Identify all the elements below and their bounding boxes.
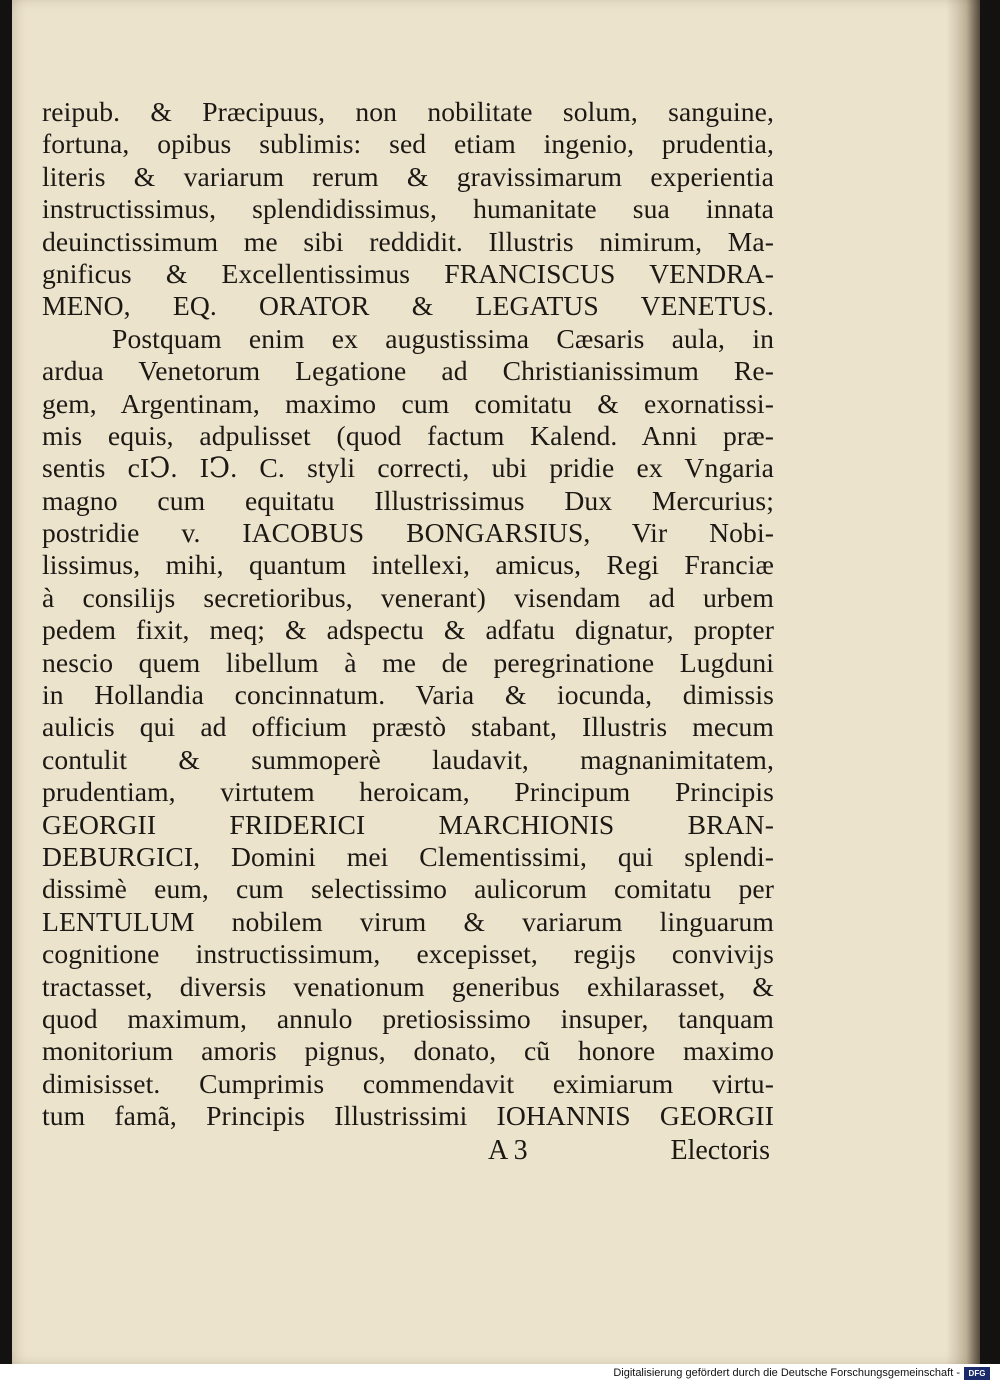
- text-line: sentis cIↃ. IↃ. C. styli correcti, ubi pridie ex Vngaria: [42, 452, 774, 484]
- body-text: [42, 96, 774, 1133]
- text-line: instructissimus, splendidissimus, humanitate sua innata: [42, 193, 774, 225]
- text-line: gnificus & Excellentissimus FRANCISCUS VENDRA-: [42, 257, 774, 289]
- text-line: lissimus, mihi, quantum intellexi, amicus, Regi Franciæ: [42, 549, 774, 581]
- digitization-credit-bar: [0, 1364, 1000, 1384]
- text-line: literis & variarum rerum & gravissimarum experientia: [42, 160, 774, 192]
- page-footer-line: [12, 1135, 980, 1169]
- text-line: mis equis, adpulisset (quod factum Kalend. Anni præ-: [42, 419, 774, 451]
- catchword: Electoris: [670, 1135, 770, 1166]
- text-line: monitorium amoris pignus, donato, cũ honore maximo: [42, 1035, 774, 1067]
- text-line: magno cum equitatu Illustrissimus Dux Mercurius;: [42, 484, 774, 516]
- text-line: aulicis qui ad officium præstò stabant, Illustris mecum: [42, 711, 774, 743]
- text-line: dissimè eum, cum selectissimo aulicorum comitatu per: [42, 873, 774, 905]
- text-line: cognitione instructissimum, excepisset, regijs convivijs: [42, 938, 774, 970]
- text-line: reipub. & Præcipuus, non nobilitate solum, sanguine,: [42, 96, 774, 127]
- text-line: deuinctissimum me sibi reddidit. Illustris nimirum, Ma-: [42, 225, 774, 257]
- text-line: contulit & summoperè laudavit, magnanimitatem,: [42, 743, 774, 775]
- text-line: postridie v. IACOBUS BONGARSIUS, Vir Nobi-: [42, 517, 774, 549]
- text-line: GEORGII FRIDERICI MARCHIONIS BRAN-: [42, 808, 774, 840]
- text-line: tum famã, Principis Illustrissimi IOHANNIS GEORGII: [42, 1100, 774, 1132]
- book-page: [12, 0, 980, 1364]
- text-line: LENTULUM nobilem virum & variarum linguarum: [42, 905, 774, 937]
- text-line: ardua Venetorum Legatione ad Christianissimum Re-: [42, 355, 774, 387]
- text-line: quod maximum, annulo pretiosissimo insuper, tanquam: [42, 1002, 774, 1034]
- text-line: gem, Argentinam, maximo cum comitatu & exornatissi-: [42, 387, 774, 419]
- text-line: nescio quem libellum à me de peregrinatione Lugduni: [42, 646, 774, 678]
- text-line: MENO, EQ. ORATOR & LEGATUS VENETUS.: [42, 290, 774, 322]
- signature-mark: A 3: [488, 1135, 528, 1166]
- text-line: in Hollandia concinnatum. Varia & iocunda, dimissis: [42, 679, 774, 711]
- dfg-logo-icon: DFG: [964, 1367, 990, 1380]
- text-line: dimisisset. Cumprimis commendavit eximiarum virtu-: [42, 1067, 774, 1099]
- text-line: fortuna, opibus sublimis: sed etiam ingenio, prudentia,: [42, 128, 774, 160]
- text-line: prudentiam, virtutem heroicam, Principum Principis: [42, 776, 774, 808]
- text-line: DEBURGICI, Domini mei Clementissimi, qui splendi-: [42, 840, 774, 872]
- text-line: Postquam enim ex augustissima Cæsaris aula, in: [112, 322, 774, 354]
- text-line: tractasset, diversis venationum generibus exhilarasset, &: [42, 970, 774, 1002]
- text-line: pedem fixit, meq; & adspectu & adfatu dignatur, propter: [42, 614, 774, 646]
- digitization-credit: Digitalisierung gefördert durch die Deutsche Forschungsgemeinschaft -: [613, 1367, 960, 1379]
- text-line: à consilijs secretioribus, venerant) visendam ad urbem: [42, 581, 774, 613]
